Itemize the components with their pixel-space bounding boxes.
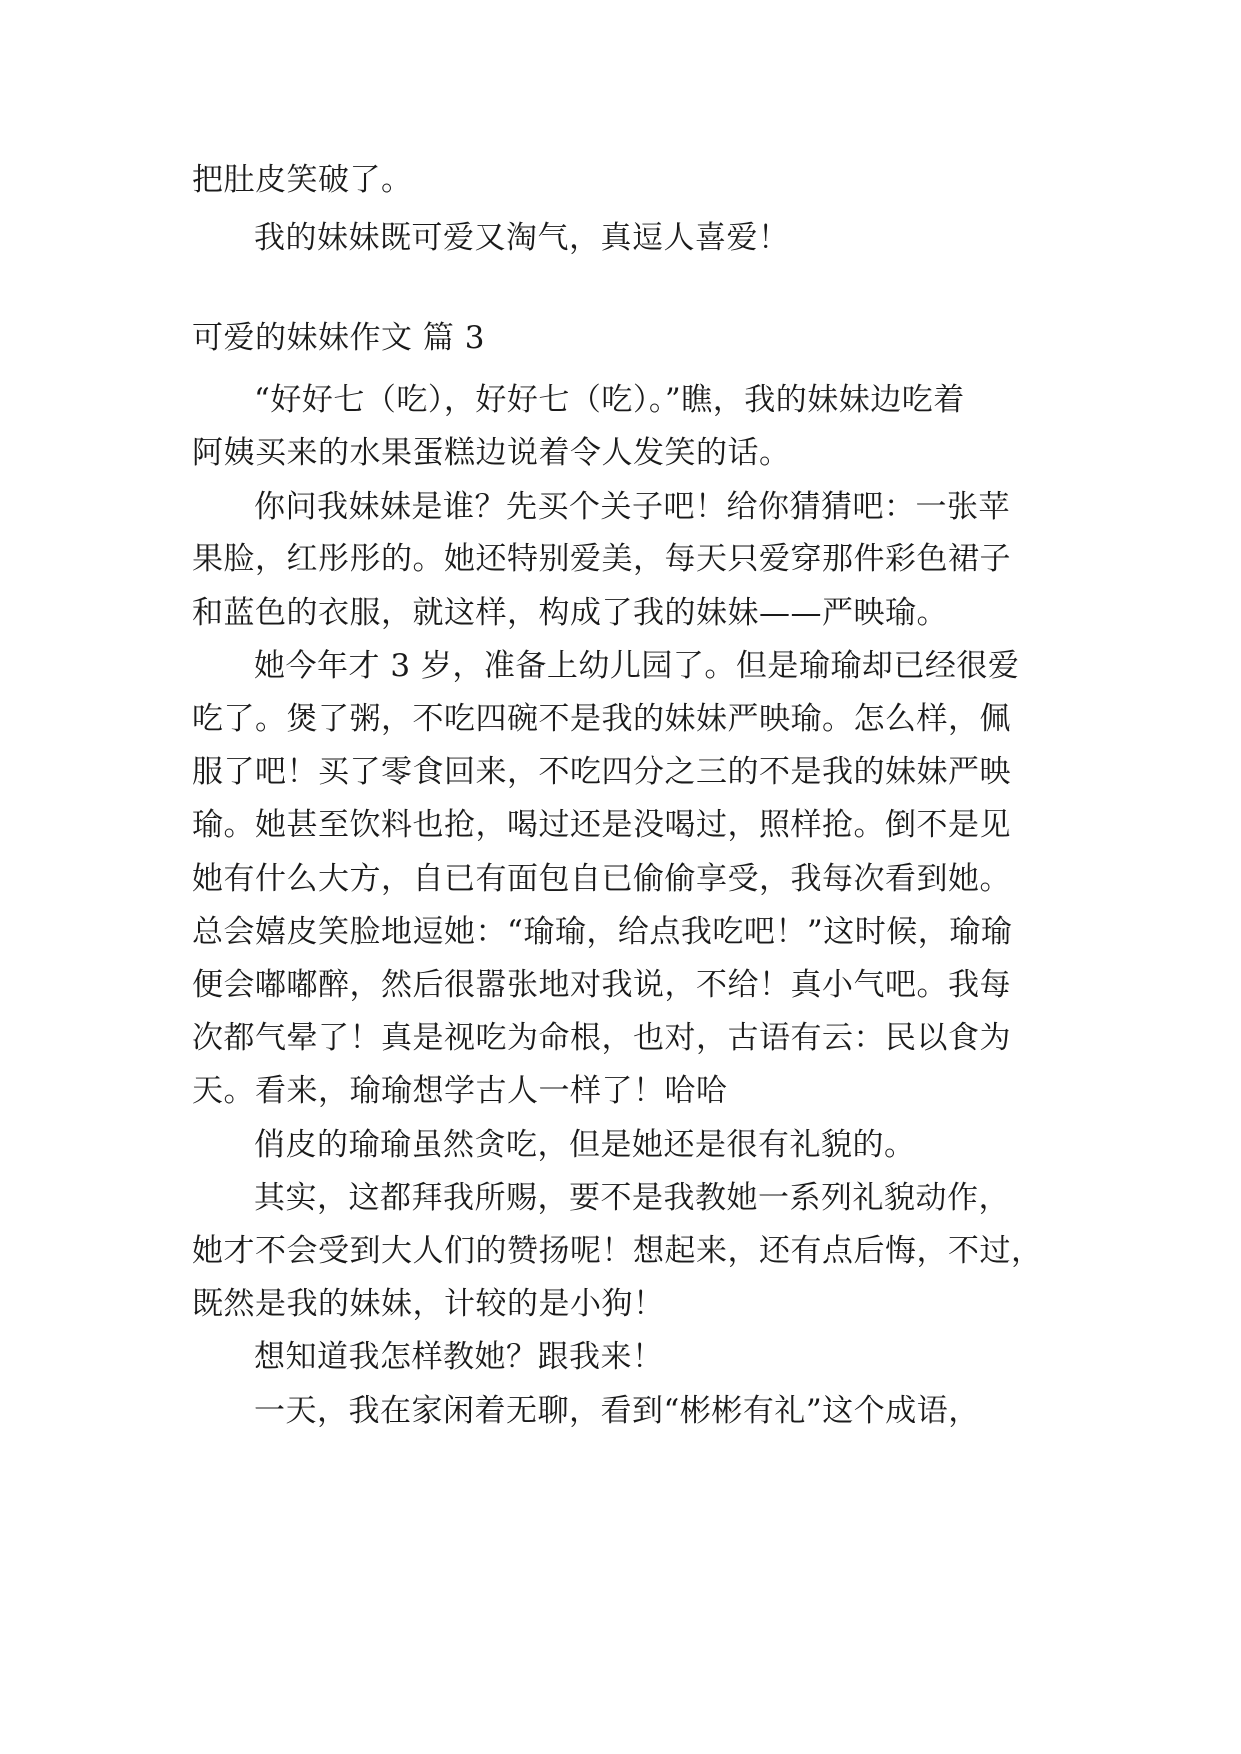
text-line: 她有什么大方，自已有面包自已偷偷享受，我每次看到她。 bbox=[192, 861, 1011, 897]
section-title: 可爱的妹妹作文 篇 3 bbox=[192, 320, 485, 356]
paragraph-line: 一天，我在家闲着无聊，看到“彬彬有礼”这个成语， bbox=[254, 1393, 980, 1429]
text-line: 服了吧！买了零食回来，不吃四分之三的不是我的妹妹严映 bbox=[192, 754, 1011, 790]
text-line: 阿姨买来的水果蛋糕边说着令人发笑的话。 bbox=[192, 435, 791, 471]
text-line: 既然是我的妹妹，计较的是小狗！ bbox=[192, 1286, 665, 1322]
text-line: 吃了。煲了粥，不吃四碗不是我的妹妹严映瑜。怎么样，佩 bbox=[192, 701, 1011, 737]
text-line: 瑜。她甚至饮料也抢，喝过还是没喝过，照样抢。倒不是见 bbox=[192, 807, 1011, 843]
paragraph-line: 我的妹妹既可爱又淘气，真逗人喜爱！ bbox=[254, 220, 790, 256]
text-line: 果脸，红彤彤的。她还特别爱美，每天只爱穿那件彩色裙子 bbox=[192, 541, 1011, 577]
paragraph-line: 俏皮的瑜瑜虽然贪吃，但是她还是很有礼貌的。 bbox=[254, 1127, 916, 1163]
text-line: 次都气晕了！真是视吃为命根，也对，古语有云：民以食为 bbox=[192, 1020, 1011, 1056]
text-line: 把肚皮笑破了。 bbox=[192, 162, 413, 198]
text-line: 和蓝色的衣服，就这样，构成了我的妹妹——严映瑜。 bbox=[192, 595, 948, 631]
paragraph-line: 其实，这都拜我所赐，要不是我教她一系列礼貌动作， bbox=[254, 1180, 1010, 1216]
paragraph-line: 她今年才 3 岁，准备上幼儿园了。但是瑜瑜却已经很爱 bbox=[254, 648, 1020, 684]
text-line: 天。看来，瑜瑜想学古人一样了！哈哈 bbox=[192, 1073, 728, 1109]
paragraph-line: 你问我妹妹是谁？先买个关子吧！给你猜猜吧：一张苹 bbox=[254, 489, 1010, 525]
paragraph-line: “好好七（吃），好好七（吃）。”瞧，我的妹妹边吃着 bbox=[254, 382, 965, 418]
paragraph-line: 想知道我怎样教她？跟我来！ bbox=[254, 1339, 664, 1375]
text-line: 总会嬉皮笑脸地逗她：“瑜瑜，给点我吃吧！”这时候，瑜瑜 bbox=[192, 914, 1013, 950]
text-line: 便会嘟嘟醉，然后很嚣张地对我说，不给！真小气吧。我每 bbox=[192, 967, 1011, 1003]
text-line: 她才不会受到大人们的赞扬呢！想起来，还有点后悔，不过， bbox=[192, 1233, 1043, 1269]
